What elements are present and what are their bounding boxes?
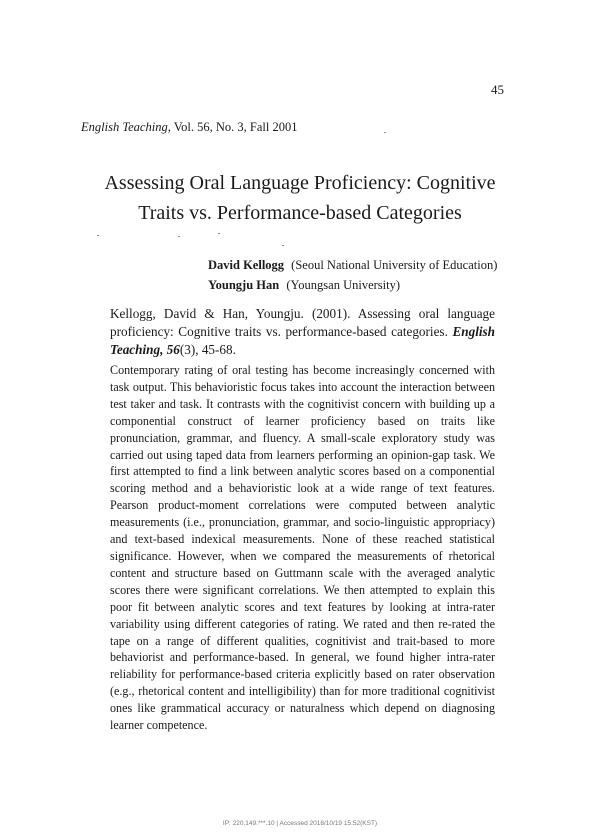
author-affiliation: (Seoul National University of Education) xyxy=(291,258,498,272)
author-name: David Kellogg xyxy=(208,258,285,272)
journal-header xyxy=(81,120,297,135)
scan-speck xyxy=(218,233,220,234)
scan-speck xyxy=(178,236,180,237)
access-footer: IP: 220.149.***.10 | Accessed 2018/10/19 15:52(KST) xyxy=(222,820,378,827)
author-row xyxy=(208,275,497,295)
paper-title xyxy=(0,168,600,228)
scan-speck xyxy=(97,235,99,236)
title-line-2: Traits vs. Performance-based Categories xyxy=(138,202,462,224)
author-affiliation: (Youngsan University) xyxy=(286,278,401,292)
scan-speck xyxy=(384,132,386,133)
author-block xyxy=(208,255,497,295)
citation-rest: (3), 45-68. xyxy=(179,342,236,357)
journal-name: English Teaching, xyxy=(81,120,171,134)
title-line-1: Assessing Oral Language Proficiency: Cognitive xyxy=(104,172,496,194)
author-row xyxy=(208,255,497,275)
author-name: Youngju Han xyxy=(208,278,280,292)
abstract: Contemporary rating of oral testing has become increasingly concerned with task output. This behavioristic focus takes into account the interaction between test taker and task. It contrasts with the cognitivist concern with building up a componential construct of learner proficiency based on traits like pronunciation, grammar, and fluency. A small-scale exploratory study was carried out using taped data from learners performing an opinion-gap task. We first attempted to find a link between analytic scores based on a componential scoring method and a behavioristic look at a wide range of text features. Pearson product-moment correlations were computed between analytic measurements (i.e., pronunciation, grammar, and socio-linguistic appropriacy) and text-based indexical measurements. None of these reached statistical significance. However, when we compared the measurements of rhetorical content and structure based on Guttmann scale with the averaged analytic scores there were significant correlations. We then attempted to explain this poor fit between analytic scores and text features by looking at intra-rater variability using different categories of rating. We rated and then re-rated the tape on a range of different qualities, cognitivist and trait-based to more behaviorist and performance-based. In general, we found higher intra-rater reliability for performance-based criteria explicitly based on rater observation (e.g., rhetorical content and intelligibility) than for more traditional cognitivist ones like grammatical accuracy or naturalness which depend on diagnosing learner competence. xyxy=(110,363,495,733)
journal-issue: Vol. 56, No. 3, Fall 2001 xyxy=(173,120,298,134)
citation-text: Kellogg, David & Han, Youngju. (2001). Assessing oral language proficiency: Cognitive traits vs. performance-based categories. xyxy=(110,306,495,339)
citation xyxy=(110,305,495,359)
scan-speck xyxy=(282,245,284,246)
citation-journal: English Teaching, 56 xyxy=(110,324,495,357)
page-number: 45 xyxy=(491,82,504,97)
